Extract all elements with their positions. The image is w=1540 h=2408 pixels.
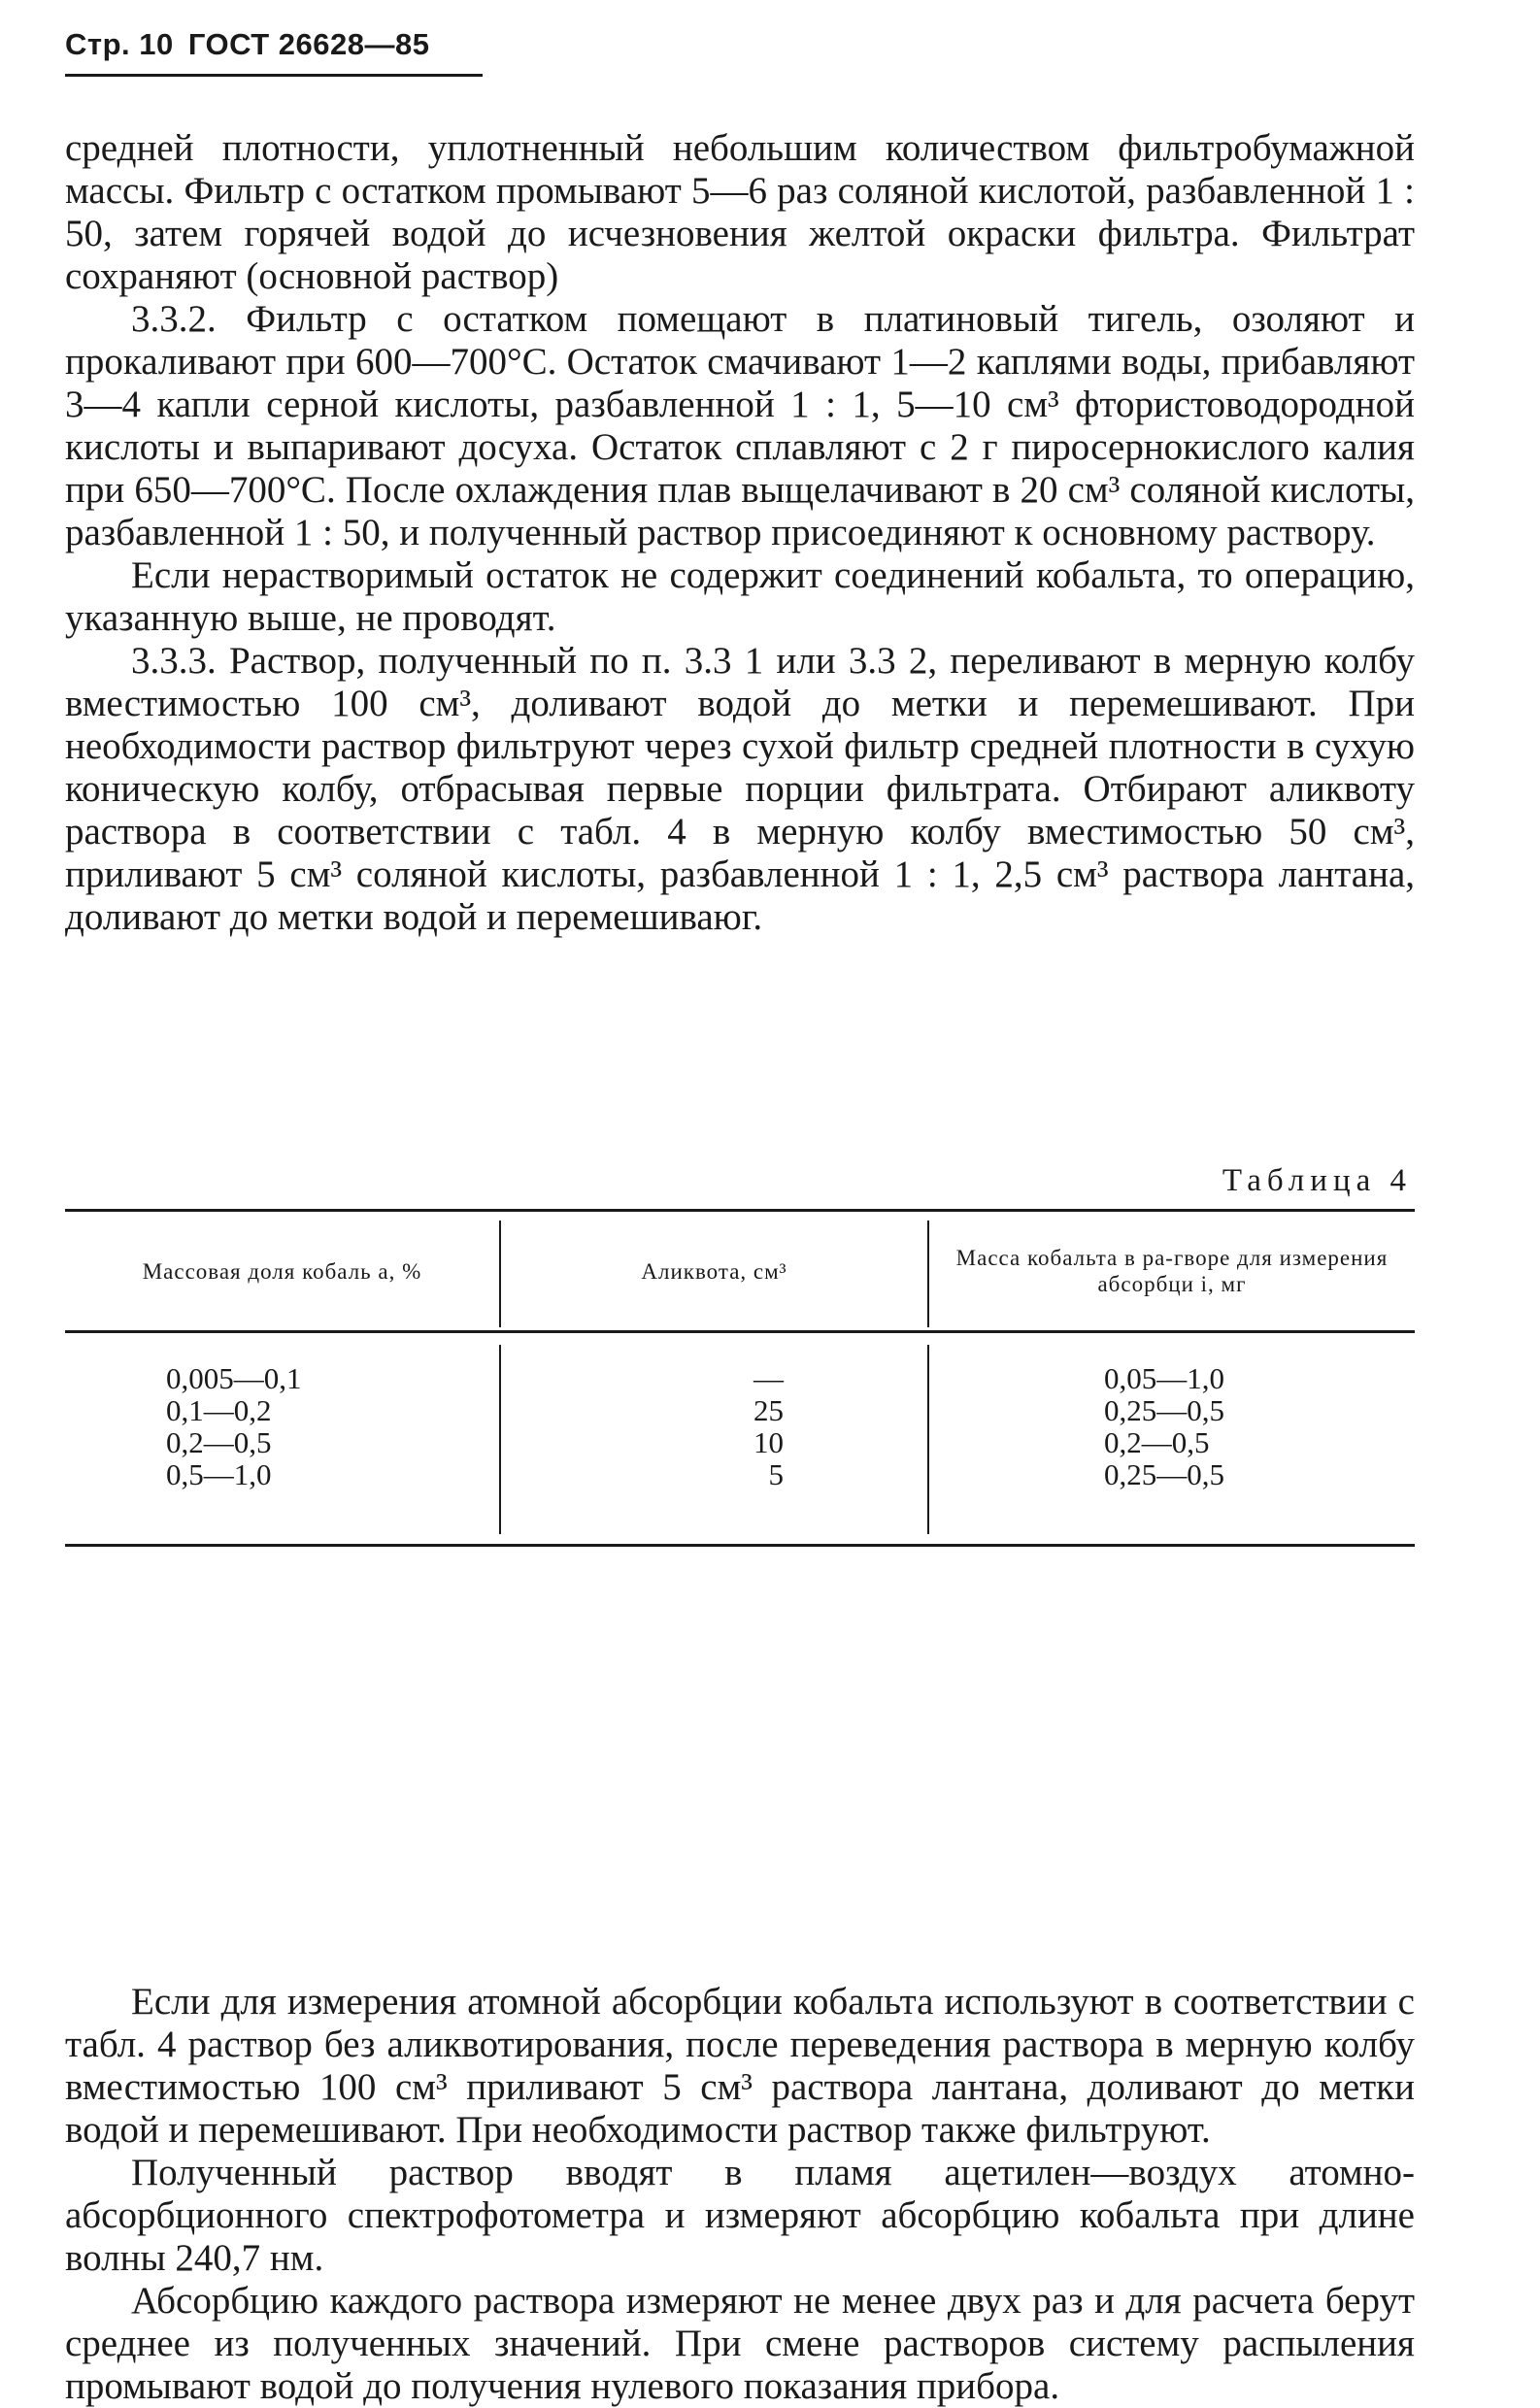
- table-cell: 0,25—0,5: [1104, 1393, 1224, 1427]
- body-text-bottom: [65, 1981, 1415, 2408]
- body-text-top: [65, 127, 1415, 939]
- header-rule: [65, 74, 483, 77]
- page-number-label: Стр. 10: [65, 27, 174, 61]
- paragraph-filter-continuation: средней плотности, уплотненный небольшим количеством фильтробумажной массы. Фильтр с остатком промывают 5—6 раз соляной кислотой, разбавленной 1 : 50, затем горячей водой до исчезновения желтой окраски фильтра. Фильтрат сохраняют (основной раствор): [65, 127, 1415, 297]
- paragraph-3-3-3: 3.3.3. Раствор, полученный по п. 3.3 1 или 3.3 2, переливают в мерную колбу вместимостью 100 см³, доливают водой до метки и перемешивают. При необходимости раствор фильтруют через сухой фильтр средней плотности в сухую коническую колбу, отбрасывая первые порции фильтрата. Отбирают аликвоту раствора в соответствии с табл. 4 в мерную колбу вместимостью 50 см³, приливают 5 см³ соляной кислоты, разбавленной 1 : 1, 2,5 см³ раствора лантана, доливают до метки водой и перемешиваюг.: [65, 640, 1415, 938]
- table-caption: Таблица 4: [1222, 1163, 1412, 1198]
- paragraph-no-aliquot: Если для измерения атомной абсорбции кобальта используют в соответствии с табл. 4 раствор без аликвотирования, после переведения раствора в мерную колбу вместимостью 100 см³ приливают 5 см³ раствора лантана, доливают до метки водой и перемешивают. При необходимости раствор также фильтруют.: [65, 1981, 1415, 2151]
- table-cell: —: [753, 1361, 784, 1395]
- header-aliquot: Аликвота, см³: [641, 1258, 787, 1284]
- table-cell: 0,5—1,0: [166, 1457, 272, 1491]
- table-4: [65, 1209, 1415, 1547]
- table-cell: 5: [768, 1457, 784, 1491]
- paragraph-flame-measurement: Полученный раствор вводят в пламя ацетилен—воздух атомно-абсорбционного спектрофотометра и измеряют абсорбцию кобальта при длине волны 240,7 нм.: [65, 2152, 1415, 2279]
- table-cell: 0,2—0,5: [166, 1425, 272, 1459]
- table-cell: 10: [753, 1425, 784, 1459]
- header-cobalt-mass: Масса кобальта в ра-гворе для измерения абсорбци і, мг: [955, 1246, 1389, 1296]
- paragraph-repeat-measurement: Абсорбцию каждого раствора измеряют не менее двух раз и для расчета берут среднее из полученных значений. При смене растворов систему распыления промывают водой до получения нулевого показания прибора.: [65, 2280, 1415, 2407]
- table-cell: 0,25—0,5: [1104, 1457, 1224, 1491]
- table-cell: 25: [753, 1393, 784, 1427]
- table-header-rule: [65, 1330, 1415, 1333]
- table-column-divider: [499, 1345, 501, 1534]
- table-cell: 0,2—0,5: [1104, 1425, 1210, 1459]
- table-cell: 0,05—1,0: [1104, 1361, 1224, 1395]
- table-bottom-rule: [65, 1544, 1415, 1547]
- paragraph-3-3-2: 3.3.2. Фильтр с остатком помещают в платиновый тигель, озоляют и прокаливают при 600—700°С. Остаток смачивают 1—2 каплями воды, прибавляют 3—4 капли серной кислоты, разбавленной 1 : 1, 5—10 см³ фтористоводородной кислоты и выпаривают досуха. Остаток сплавляют с 2 г пиросернокислого калия при 650—700°С. После охлаждения плав выщелачивают в 20 см³ соляной кислоты, разбавленной 1 : 50, и полученный раствор присоединяют к основному раствору.: [65, 298, 1415, 553]
- column-aliquot: [648, 1362, 784, 1490]
- column-mass-fraction: [166, 1362, 302, 1490]
- column-cobalt-mass: [1104, 1362, 1224, 1490]
- header-mass-fraction: Массовая доля кобаль а, %: [142, 1258, 422, 1284]
- paragraph-insoluble-residue-note: Если нерастворимый остаток не содержит соединений кобальта, то операцию, указанную выше, не проводят.: [65, 554, 1415, 639]
- table-column-divider: [927, 1345, 929, 1534]
- table-cell: 0,1—0,2: [166, 1393, 272, 1427]
- table-cell: 0,005—0,1: [166, 1361, 302, 1395]
- page-header: [65, 27, 429, 62]
- standard-designation: ГОСТ 26628—85: [187, 27, 430, 61]
